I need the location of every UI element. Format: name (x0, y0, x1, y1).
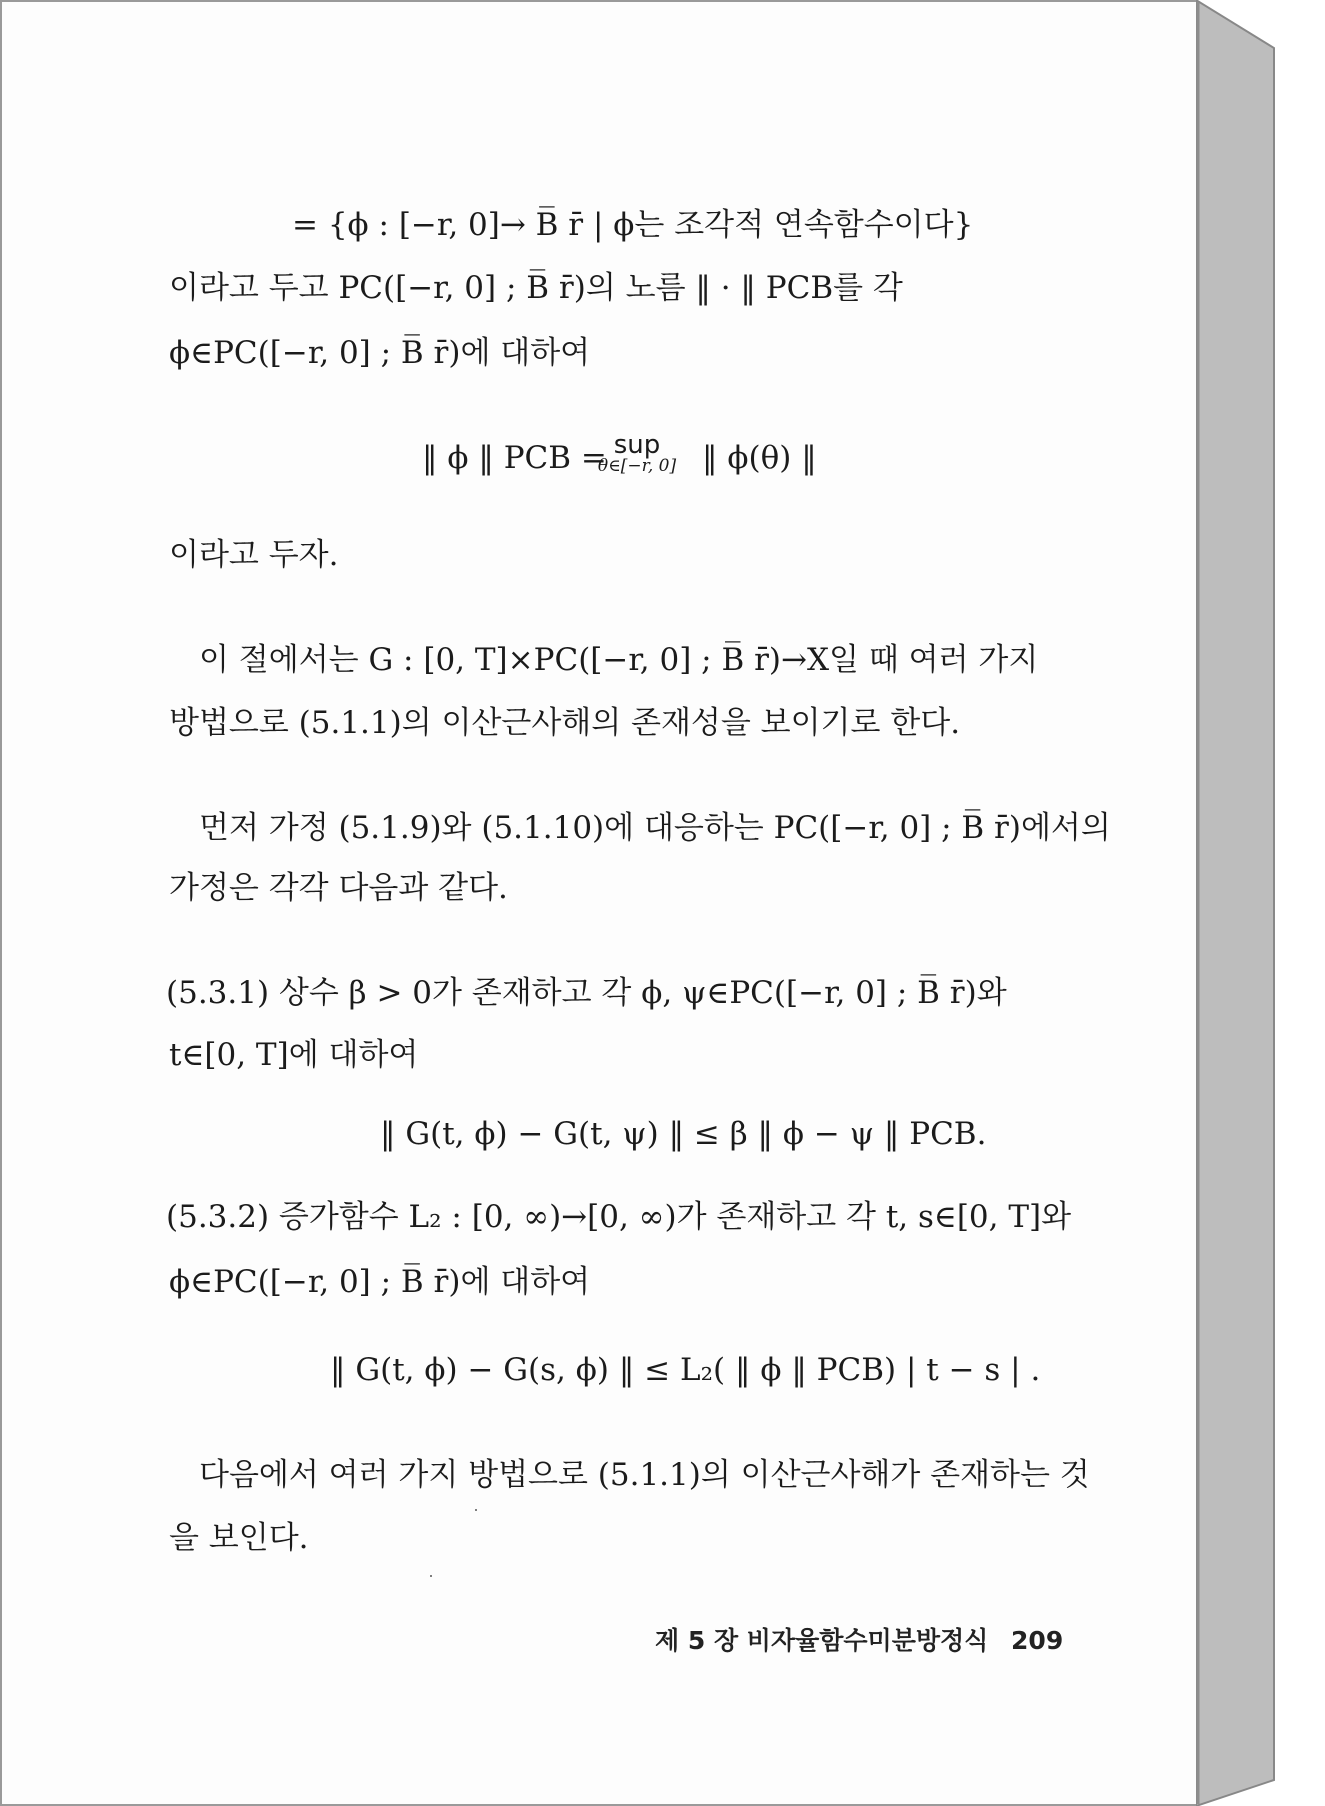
equation-sup-right: ‖ ϕ(θ) ‖ (702, 440, 817, 476)
equation-sup-operator (587, 430, 687, 476)
book-spine (1196, 0, 1276, 1806)
assumption-equation: ‖ G(t, ϕ) − G(t, ψ) ‖ ≤ β ‖ ϕ − ψ ‖ PCB. (380, 1116, 987, 1152)
paragraph-line: 을 보인다. (169, 1520, 309, 1556)
text-line: = {ϕ : [−r, 0]→ B̅ r̄ | ϕ는 조각적 연속함수이다} (292, 207, 974, 243)
page-footer (655, 1621, 1063, 1657)
text-line: 이라고 두고 PC([−r, 0] ; B̅ r̄)의 노름 ‖ · ‖ PCB를 각 (169, 270, 903, 306)
assumption-line: ϕ∈PC([−r, 0] ; B̅ r̄)에 대하여 (169, 1264, 591, 1300)
chapter-title: 제 5 장 비자율함수미분방정식 (655, 1626, 989, 1655)
page-number: 209 (1011, 1626, 1064, 1655)
paragraph-line: 방법으로 (5.1.1)의 이산근사해의 존재성을 보이기로 한다. (169, 705, 961, 741)
assumption-line: t∈[0, T]에 대하여 (169, 1037, 419, 1073)
speck (475, 1509, 477, 1511)
equation-sup-left: ‖ ϕ ‖ PCB = (422, 440, 607, 476)
sup-subscript: θ∈[−r, 0] (597, 456, 677, 476)
assumption-line: (5.3.1) 상수 β > 0가 존재하고 각 ϕ, ψ∈PC([−r, 0] ; B̅ r̄)와 (166, 975, 1007, 1011)
paragraph-line: 먼저 가정 (5.1.9)와 (5.1.10)에 대응하는 PC([−r, 0] ; B̅ r̄)에서의 (199, 810, 1111, 846)
paragraph-line: 가정은 각각 다음과 같다. (169, 870, 508, 906)
text-line: ϕ∈PC([−r, 0] ; B̅ r̄)에 대하여 (169, 335, 591, 371)
speck (430, 1575, 432, 1577)
sup-label: sup (613, 430, 661, 460)
paragraph-line: 다음에서 여러 가지 방법으로 (5.1.1)의 이산근사해가 존재하는 것 (199, 1457, 1090, 1493)
assumption-line: (5.3.2) 증가함수 L₂ : [0, ∞)→[0, ∞)가 존재하고 각 t, s∈[0, T]와 (166, 1199, 1072, 1235)
paragraph-line: 이 절에서는 G : [0, T]×PC([−r, 0] ; B̅ r̄)→X일 때 여러 가지 (199, 642, 1039, 678)
text-line: 이라고 두자. (169, 537, 339, 573)
assumption-equation: ‖ G(t, ϕ) − G(s, ϕ) ‖ ≤ L₂( ‖ ϕ ‖ PCB) | t − s | . (330, 1352, 1041, 1388)
spine-face (1196, 0, 1274, 1806)
